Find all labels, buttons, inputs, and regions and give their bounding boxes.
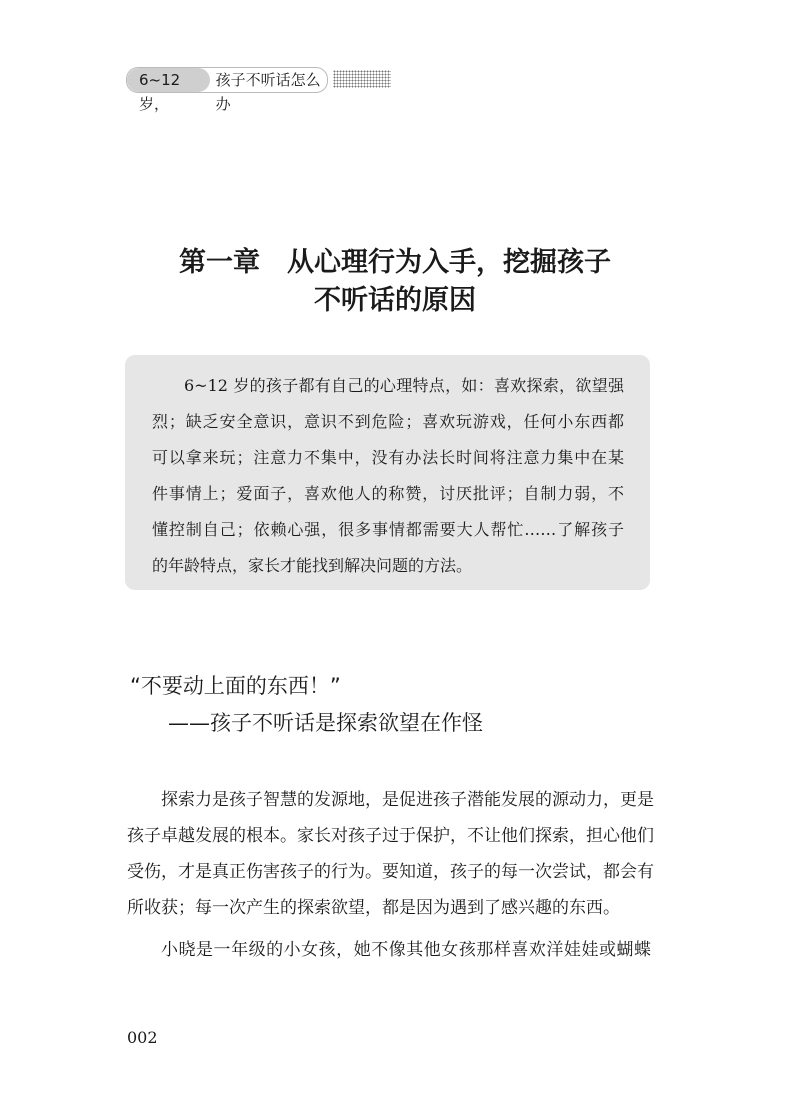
chapter-title xyxy=(0,244,790,320)
section-heading-line: ——孩子不听话是探索欲望在作怪 xyxy=(168,711,483,735)
summary-line: 烈；缺乏安全意识，意识不到危险；喜欢玩游戏，任何小东西都 xyxy=(152,412,624,431)
body-line: 探索力是孩子智慧的发源地，是促进孩子潜能发展的源动力，更是 xyxy=(161,790,654,810)
body-line: 孩子卓越发展的根本。家长对孩子过于保护，不让他们探索，担心他们 xyxy=(127,826,654,846)
body-line: 受伤，才是真正伤害孩子的行为。要知道，孩子的每一次尝试，都会有 xyxy=(127,862,654,882)
running-header xyxy=(126,67,328,113)
summary-line: 可以拿来玩；注意力不集中，没有办法长时间将注意力集中在某 xyxy=(152,448,624,467)
summary-line: 的年龄特点，家长才能找到解决问题的方法。 xyxy=(152,556,473,575)
chapter-title-line: 第一章 从心理行为入手，挖掘孩子 xyxy=(179,247,611,278)
summary-line: 懂控制自己；依赖心强，很多事情都需要大人帮忙……了解孩子 xyxy=(152,520,624,539)
body-text xyxy=(127,782,654,968)
body-line: 所收获；每一次产生的探索欲望，都是因为遇到了感兴趣的东西。 xyxy=(127,898,620,918)
chapter-summary-box xyxy=(125,355,650,590)
header-age: 6~12岁， xyxy=(127,68,210,92)
section-heading-line: “不要动上面的东西！” xyxy=(130,674,341,698)
header-dot-pattern xyxy=(333,70,391,88)
summary-line: 6~12 岁的孩子都有自己的心理特点，如：喜欢探索，欲望强 xyxy=(184,376,624,395)
chapter-title-line: 不听话的原因 xyxy=(314,285,476,316)
body-line: 小晓是一年级的小女孩，她不像其他女孩那样喜欢洋娃娃或蝴蝶 xyxy=(161,940,651,960)
summary-line: 件事情上；爱面子，喜欢他人的称赞，讨厌批评；自制力弱，不 xyxy=(152,484,624,503)
header-book-title: 孩子不听话怎么办 xyxy=(215,71,321,113)
section-heading xyxy=(130,668,483,742)
page-number: 002 xyxy=(127,1028,158,1047)
